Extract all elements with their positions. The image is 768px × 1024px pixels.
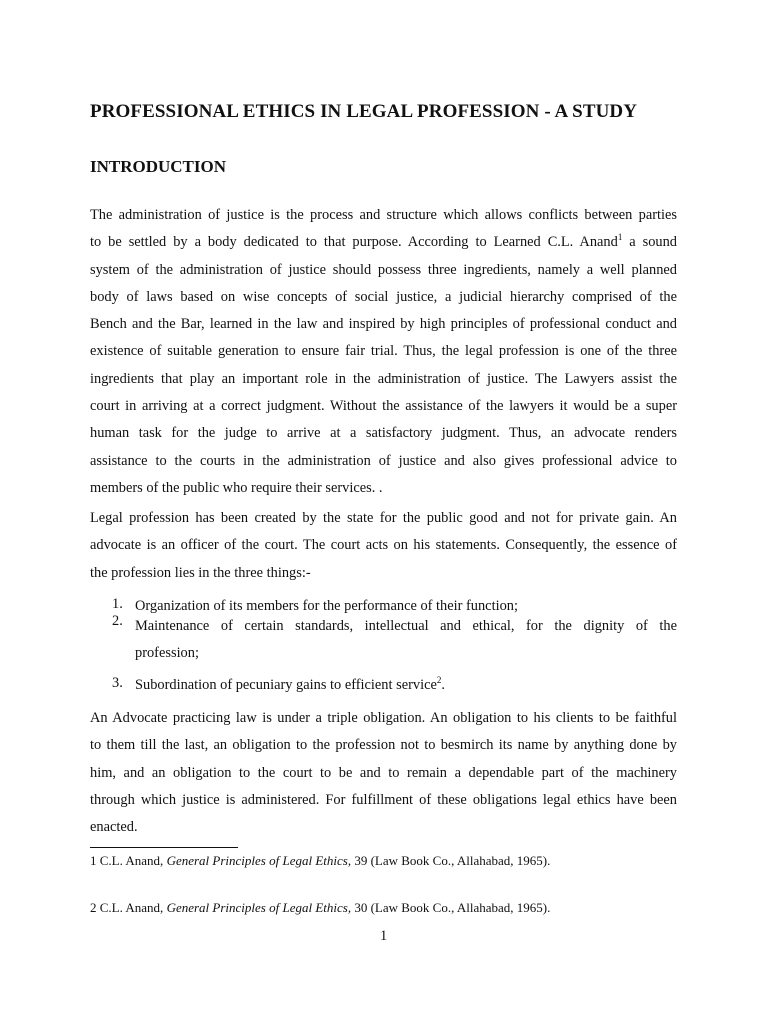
paragraph-line: body of laws based on wise concepts of social justice, a judicial hierarchy comprised of the [90,288,677,305]
paragraph-line: Legal profession has been created by the state for the public good and not for private gain. An [90,510,677,526]
list-item-line [135,675,677,695]
list-item-text [135,613,677,667]
paragraph-line: the profession lies in the three things:- [90,564,311,581]
paragraph-introduction [90,202,677,502]
list-item-line: profession; [135,645,199,661]
footnote-number: 2 [90,900,97,915]
list-item-number: 1. [112,596,123,612]
list-item-line: Organization of its members for the performance of their function; [135,598,518,614]
document-title: PROFESSIONAL ETHICS IN LEGAL PROFESSION - A STUDY [90,101,638,122]
footnote-2 [90,900,550,916]
line-text: Subordination of pecuniary gains to efficient service [135,677,437,693]
footnote-citation: 30 (Law Book Co., Allahabad, 1965). [351,900,551,915]
paragraph-line: court in arriving at a correct judgment. Without the assistance of the lawyers it would be a super [90,398,677,415]
paragraph-line: Bench and the Bar, learned in the law and inspired by high principles of professional conduct and [90,316,677,333]
footnote-1 [90,853,550,869]
footnote-ref-1: 1 [617,232,623,243]
paragraph-line: assistance to the courts in the administration of justice and also gives professional advice to [90,452,677,469]
list-item-number: 2. [112,613,123,629]
paragraph-line: The administration of justice is the process and structure which allows conflicts between parties [90,207,677,223]
section-heading-introduction: INTRODUCTION [90,157,227,176]
paragraph-line: system of the administration of justice should possess three ingredients, namely a well planned [90,261,677,278]
line-text: to be settled by a body dedicated to that purpose. According to Learned C.L. Anand [90,234,618,251]
paragraph-line: existence of suitable generation to ensure fair trial. Thus, the legal profession is one of the three [90,343,677,360]
footnote-author: C.L. Anand, [99,853,167,868]
paragraph-line: members of the public who require their services. . [90,479,383,496]
line-text: a sound [622,234,677,251]
list-item-number: 3. [112,675,123,691]
page-number: 1 [380,928,388,944]
list-item-line: Maintenance of certain standards, intellectual and ethical, for the dignity of the [135,618,677,634]
footnote-work-title: General Principles of Legal Ethics, [166,900,352,915]
footnote-separator [90,847,238,848]
paragraph-line: through which justice is administered. For fulfillment of these obligations legal ethics have been [90,791,677,808]
paragraph-line: advocate is an officer of the court. The court acts on his statements. Consequently, the essence of [90,537,677,554]
paragraph-line: enacted. [90,819,138,836]
paragraph-triple-obligation [90,705,677,841]
footnote-number: 1 [90,853,97,868]
paragraph-line: ingredients that play an important role in the administration of justice. The Lawyers assist the [90,370,677,387]
footnote-author: C.L. Anand, [99,900,167,915]
paragraph-line [90,229,677,256]
footnote-citation: 39 (Law Book Co., Allahabad, 1965). [351,853,551,868]
paragraph-legal-profession [90,505,677,587]
paragraph-line: to them till the last, an obligation to the profession not to besmirch its name by anything done by [90,737,677,754]
paragraph-line: him, and an obligation to the court to be and to remain a dependable part of the machinery [90,764,677,781]
paragraph-line: human task for the judge to arrive at a satisfactory judgment. Thus, an advocate renders [90,425,677,442]
footnote-ref-2: 2 [436,675,442,686]
paragraph-line: An Advocate practicing law is under a triple obligation. An obligation to his clients to be faithful [90,710,677,726]
footnote-work-title: General Principles of Legal Ethics, [166,853,352,868]
list-item-text [135,675,677,695]
line-text: . [441,677,445,693]
